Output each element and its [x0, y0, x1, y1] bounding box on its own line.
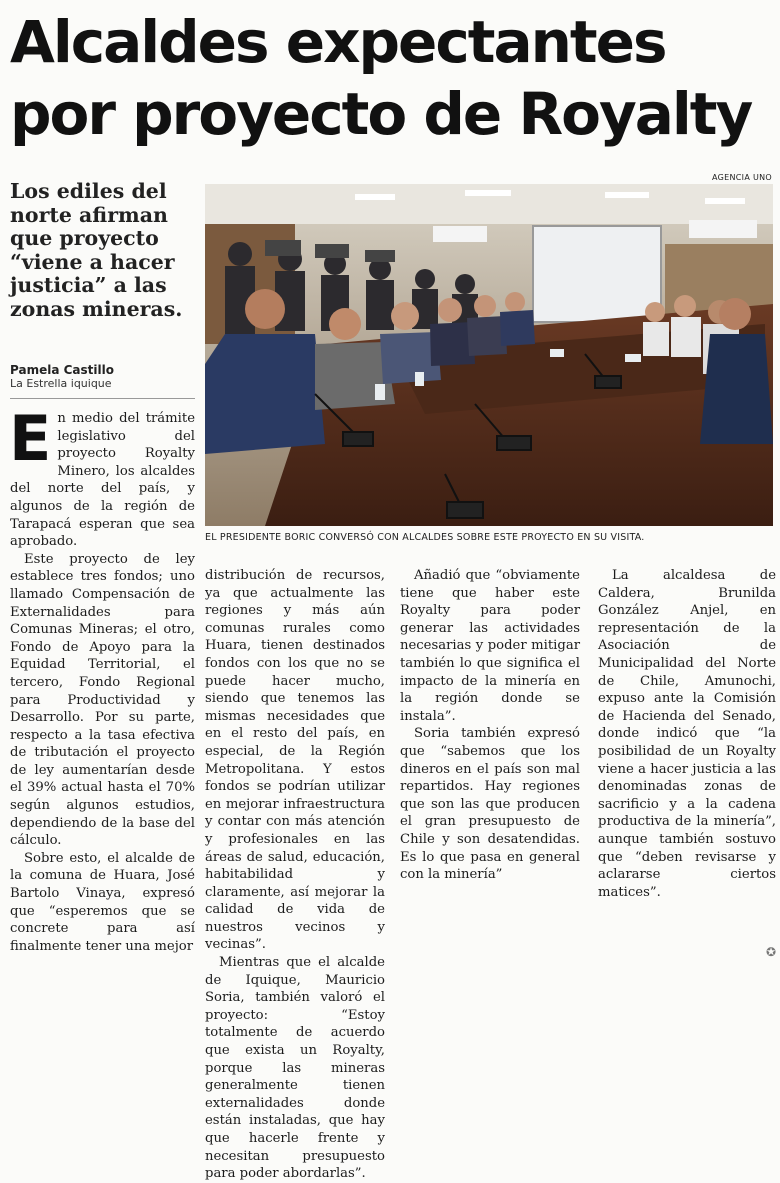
paragraph-1: En medio del trámite legislativo del proyecto Royalty Minero, los alcaldes del norte del país, y algunos de la región de Tarapacá esperan que sea aprobado. [9, 402, 195, 550]
author-name: Pamela Castillo [10, 363, 114, 377]
text-column-4 [598, 567, 776, 965]
byline-divider [10, 398, 195, 399]
photo-credit: AGENCIA UNO [712, 173, 772, 182]
paragraph-5: Mientras que el alcalde de Iquique, Mauricio Soria, también valoró el proyecto: “Estoy totalmente de acuerdo que exista un Royalty, porque las mineras generalmente tienen externalidades donde están instaladas, que hay que hacerle frente y necesitan presupuesto para poder abordarlas”. [205, 955, 385, 1182]
paragraph-7: Soria también expresó que “sabemos que los dineros en el país son mal repartidos. Hay regiones que son las que producen el gran presupuesto de Chile y son desatendidas. Es lo que pasa en general con la minería” [400, 726, 580, 883]
headline: Alcaldes expectantes por proyecto de Royalty [10, 8, 752, 148]
paragraph-6: Añadió que “obviamente tiene que haber este Royalty para poder generar las actividades necesarias y poder mitigar también lo que significa el impacto de la minería en la región donde se instala”. [400, 568, 580, 724]
paragraph-4: distribución de recursos, ya que actualmente las regiones y más aún comunas rurales como Huara, tienen destinados fondos con los que no se puede hacer mucho, siendo que tenemos las mismas necesidades que en el resto del país, en especial, de la Región Metropolitana. Y estos fondos se podrían utilizar en mejorar infraestructura y contar con más atención y profesionales en las áreas de salud, educación, habitabilidad y claramente, así mejorar la calidad de vida de nuestros vecinos y vecinas”. [205, 568, 385, 953]
byline [10, 363, 195, 391]
deck-subheadline: Los ediles del norte afirman que proyecto “viene a hacer justicia” a las zonas mineras. [10, 179, 183, 321]
text-column-1 [9, 402, 195, 965]
paragraph-3: Sobre esto, el alcalde de la comuna de Huara, José Bartolo Vinaya, expresó que “esperemos que se concrete para así finalmente tener una mejor [10, 850, 195, 954]
end-mark-icon: ✪ [765, 945, 776, 959]
photo-caption: EL PRESIDENTE BORIC CONVERSÓ CON ALCALDES SOBRE ESTE PROYECTO EN SU VISITA. [205, 532, 645, 543]
outlet-name: La Estrella iquique [10, 377, 112, 390]
paragraph-2: Este proyecto de ley establece tres fondos; uno llamado Compensación de Externalidades para Comunas Mineras; el otro, Fondo de Apoyo para la Equidad Territorial, el tercero, Fondo Regional para Productividad y Desarrollo. Por su parte, respecto a la tasa efectiva de tributación el proyecto de ley aumentarían desde el 39% actual hasta el 70% según algunos estudios, dependiendo de la base del cálculo. [10, 551, 195, 849]
text-column-3 [400, 567, 580, 965]
article-photo [205, 184, 773, 526]
text-column-2 [205, 567, 385, 1182]
drop-cap: E [9, 402, 52, 475]
paragraph-8: La alcaldesa de Caldera, Brunilda González Anjel, en representación de la Asociación de Municipalidad del Norte de Chile, Amunochi, expuso ante la Comisión de Hacienda del Senado, donde indicó que “la posibilidad de un Royalty viene a hacer justicia a las denominadas zonas de sacrificio y a la cadena productiva de la minería”, aunque también sostuvo que “deben revisarse y aclararse ciertos matices”. [598, 568, 776, 900]
